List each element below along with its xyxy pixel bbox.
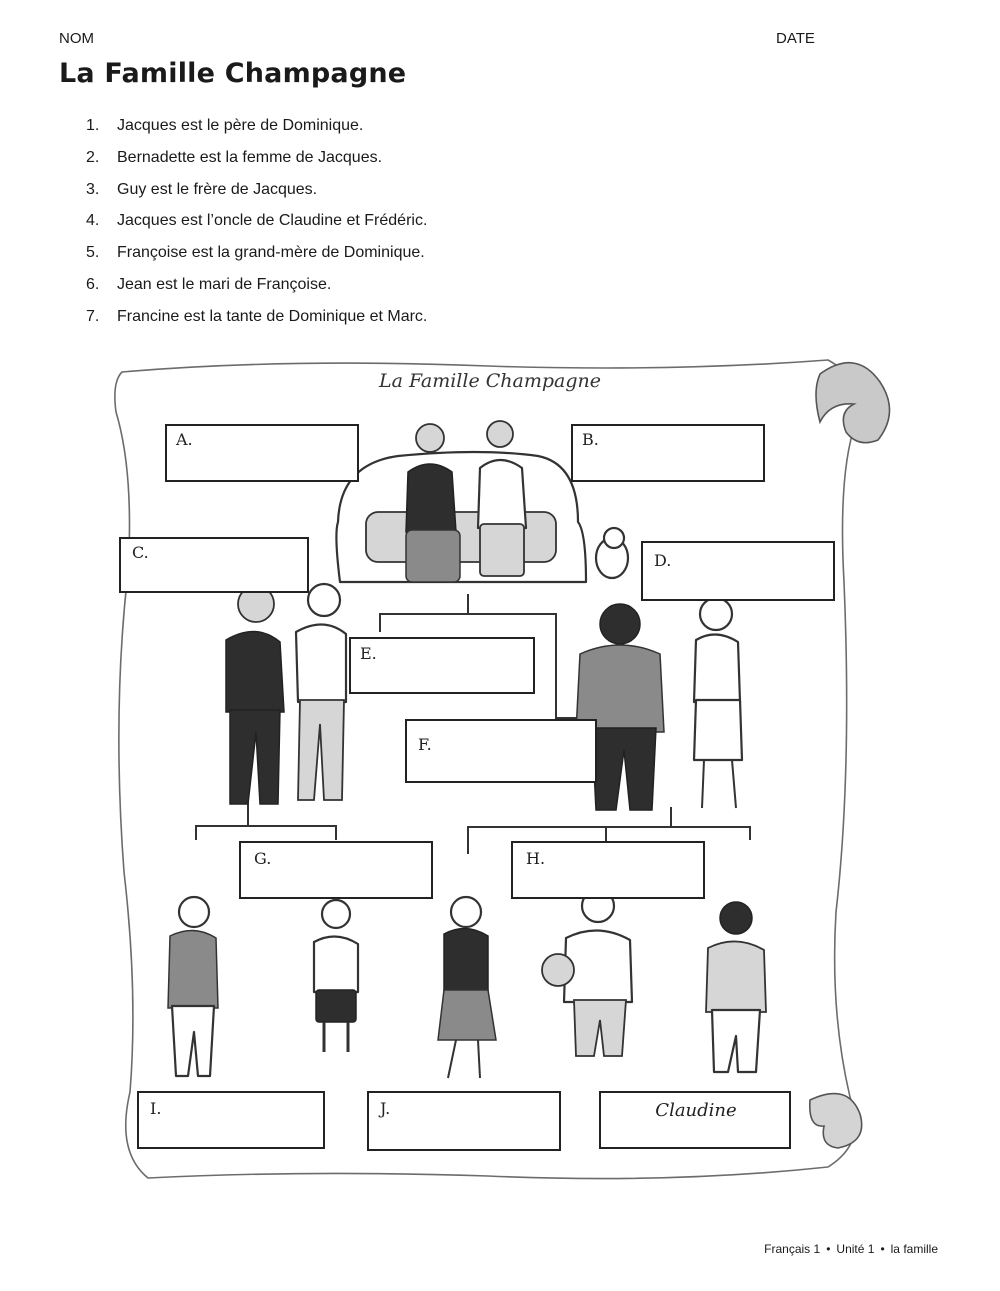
item-text: Jacques est le père de Dominique. [117, 117, 364, 134]
answer-box-h[interactable] [512, 842, 704, 898]
footer-course: Français 1 [764, 1242, 821, 1256]
answer-box-i[interactable] [138, 1092, 324, 1148]
list-item [86, 273, 427, 305]
answer-box-a[interactable] [166, 425, 358, 481]
item-text: Jacques est l’oncle de Claudine et Frédéric. [117, 212, 428, 230]
item-number: 3. [86, 180, 100, 198]
nom-label: NOM [59, 30, 94, 47]
footer-separator: • [826, 1242, 831, 1256]
date-label: DATE [776, 30, 815, 47]
answer-box-claudine [600, 1092, 790, 1148]
item-number: 6. [86, 275, 100, 293]
item-text: Guy est le frère de Jacques. [117, 180, 318, 198]
box-value: Claudine [655, 1100, 737, 1121]
answer-box-d[interactable] [642, 542, 834, 600]
list-item [86, 114, 427, 146]
box-label: B. [582, 430, 599, 449]
answer-box-j[interactable] [368, 1092, 560, 1150]
page-title: La Famille Champagne [59, 58, 407, 89]
illustration-heading: La Famille Champagne [379, 370, 601, 392]
list-item [86, 241, 427, 273]
list-item [86, 146, 427, 178]
answer-box-f[interactable] [406, 720, 596, 782]
footer-unit: Unité 1 [836, 1242, 875, 1256]
box-label: A. [176, 430, 193, 449]
answer-box-b[interactable] [572, 425, 764, 481]
box-label: J. [380, 1099, 391, 1118]
box-label: C. [132, 543, 149, 562]
list-item [86, 178, 427, 210]
footer-topic: la famille [890, 1242, 938, 1256]
sentence-list [86, 114, 427, 337]
answer-box-g[interactable] [240, 842, 432, 898]
family-tree-illustration [108, 352, 898, 1182]
box-label: F. [418, 735, 432, 754]
item-text: Francine est la tante de Dominique et Marc. [117, 307, 428, 325]
footer [764, 1242, 938, 1256]
item-number: 7. [86, 307, 100, 325]
footer-separator: • [880, 1242, 885, 1256]
item-text: Bernadette est la femme de Jacques. [117, 148, 383, 166]
box-label: E. [360, 644, 377, 663]
item-text: Jean est le mari de Françoise. [117, 275, 332, 293]
answer-box-c[interactable] [120, 538, 308, 592]
item-text: Françoise est la grand-mère de Dominique. [117, 244, 425, 262]
box-label: H. [526, 849, 546, 868]
item-number: 2. [86, 148, 100, 166]
answer-box-e[interactable] [350, 638, 534, 693]
list-item [86, 209, 427, 241]
list-item [86, 305, 427, 337]
item-number: 4. [86, 212, 100, 230]
box-label: G. [254, 849, 272, 868]
item-number: 5. [86, 244, 100, 262]
item-number: 1. [86, 117, 100, 134]
box-label: I. [150, 1099, 162, 1118]
box-label: D. [654, 551, 672, 570]
